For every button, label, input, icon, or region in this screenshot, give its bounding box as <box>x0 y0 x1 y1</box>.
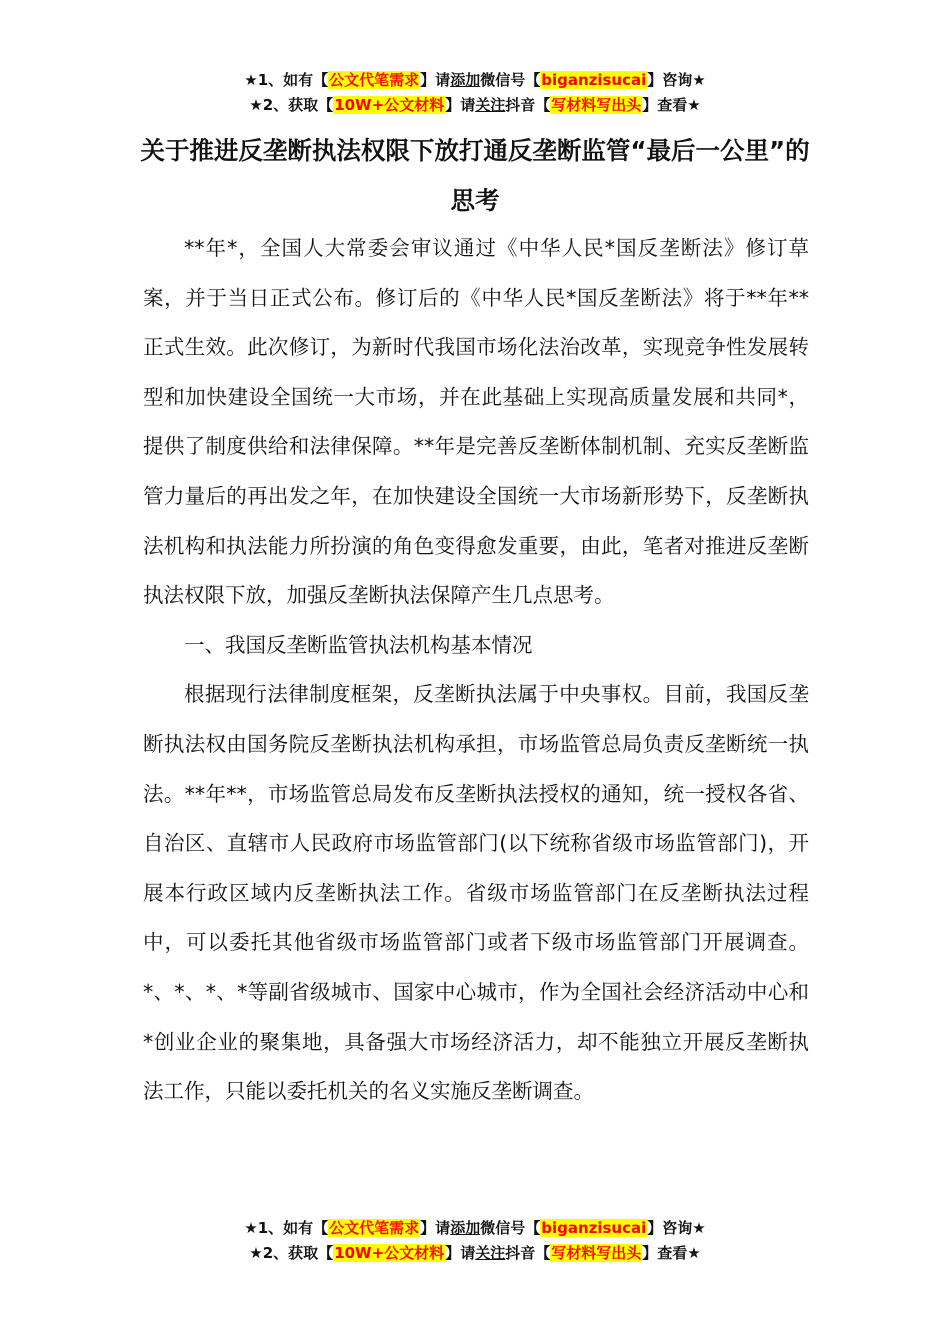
body-paragraph: 根据现行法律制度框架，反垄断执法属于中央事权。目前，我国反垄断执法权由国务院反垄断执法机构承担，市场监管总局负责反垄断统一执法。**年**，市场监管总局发布反垄断执法授权的通知，统一授权各省、自治区、直辖市人民政府市场监管部门(以下统称省级市场监管部门)，开展本行政区域内反垄断执法工作。省级市场监管部门在反垄断执法过程中，可以委托其他省级市场监管部门或者下级市场监管部门开展调查。*、*、*、*等副省级城市、国家中心城市，作为全国社会经济活动中心和*创业企业的聚集地，具备强大市场经济活力，却不能独立开展反垄断执法工作，只能以委托机关的名义实施反垄断调查。 <box>143 682 809 1104</box>
promo-text: 微信号【 <box>480 71 541 89</box>
promo-highlight: 公文代笔需求 <box>329 1219 420 1237</box>
document-body <box>143 224 809 1117</box>
promo-text: 】请 <box>445 1244 476 1262</box>
promo-line-2 <box>0 93 950 118</box>
promo-underline: 关注 <box>475 1244 506 1262</box>
promo-highlight: 公文代笔需求 <box>329 71 420 89</box>
promo-text: 】查看★ <box>642 96 701 114</box>
promo-underline: 添加 <box>450 1219 481 1237</box>
promo-text: 】请 <box>420 1219 451 1237</box>
promo-line-2 <box>0 1241 950 1266</box>
promo-underline: 关注 <box>475 96 506 114</box>
promo-text: 】请 <box>445 96 476 114</box>
promo-line-1 <box>0 1216 950 1241</box>
promo-highlight: biganzisucai <box>541 1219 647 1237</box>
promo-highlight: biganzisucai <box>541 71 647 89</box>
promo-text: ★1、如有【 <box>244 1219 329 1237</box>
promo-text: 抖音【 <box>505 1244 551 1262</box>
promo-banner-bottom <box>0 1216 950 1266</box>
promo-text: ★1、如有【 <box>244 71 329 89</box>
promo-highlight: 写材料写出头 <box>551 1244 642 1262</box>
promo-banner-top <box>0 68 950 118</box>
body-paragraph: **年*，全国人大常委会审议通过《中华人民*国反垄断法》修订草案，并于当日正式公布。修订后的《中华人民*国反垄断法》将于**年**正式生效。此次修订，为新时代我国市场化法治改革，实现竞争性发展转型和加快建设全国统一大市场，并在此基础上实现高质量发展和共同*，提供了制度供给和法律保障。**年是完善反垄断体制机制、充实反垄断监管力量后的再出发之年，在加快建设全国统一大市场新形势下，反垄断执法机构和执法能力所扮演的角色变得愈发重要，由此，笔者对推进反垄断执法权限下放，加强反垄断执法保障产生几点思考。 <box>143 236 809 608</box>
promo-highlight: 10W+公文材料 <box>334 1244 445 1262</box>
section-heading: 一、我国反垄断监管执法机构基本情况 <box>184 632 533 657</box>
promo-text: 】请 <box>420 71 451 89</box>
promo-text: 微信号【 <box>480 1219 541 1237</box>
promo-text: 】查看★ <box>642 1244 701 1262</box>
promo-text: ★2、获取【 <box>249 96 334 114</box>
promo-underline: 添加 <box>450 71 481 89</box>
promo-text: 】咨询★ <box>647 1219 706 1237</box>
promo-line-1 <box>0 68 950 93</box>
promo-text: 】咨询★ <box>647 71 706 89</box>
promo-highlight: 10W+公文材料 <box>334 96 445 114</box>
document-title: 关于推进反垄断执法权限下放打通反垄断监管“最后一公里”的思考 <box>140 136 810 215</box>
promo-text: 抖音【 <box>505 96 551 114</box>
promo-text: ★2、获取【 <box>249 1244 334 1262</box>
promo-highlight: 写材料写出头 <box>551 96 642 114</box>
